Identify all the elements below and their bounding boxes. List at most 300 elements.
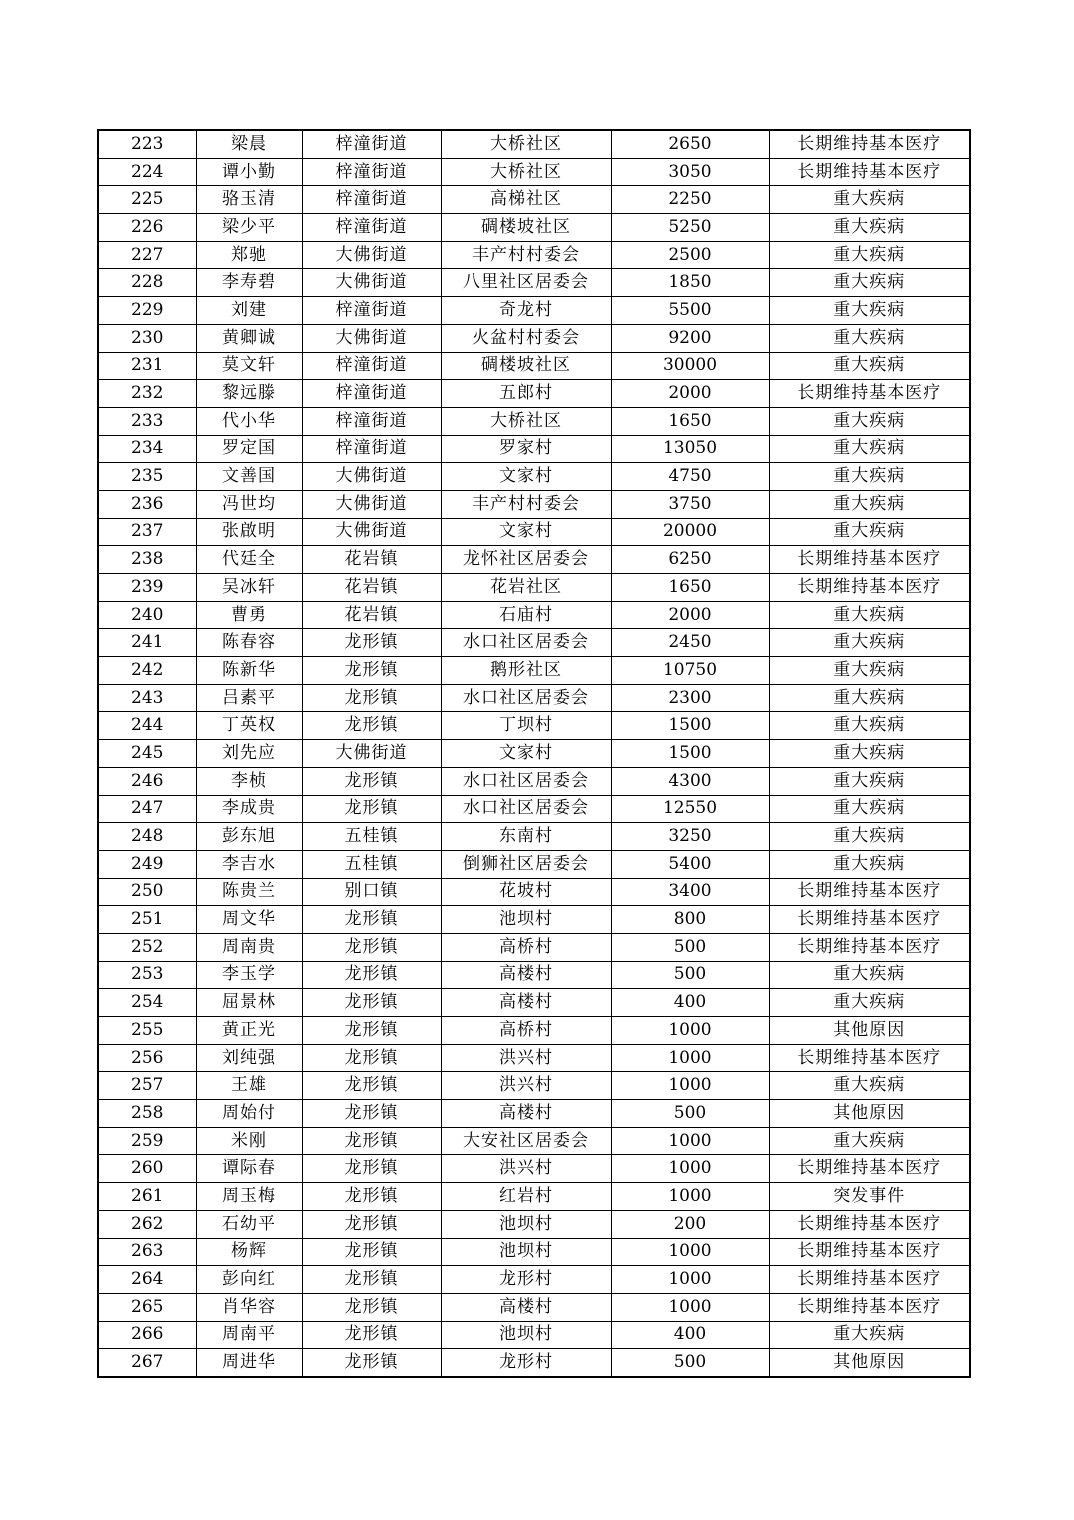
town-cell: 龙形镇: [302, 1017, 441, 1045]
recipient-name: 李成贵: [196, 795, 302, 823]
town-cell: 花岩镇: [302, 601, 441, 629]
row-number: 234: [98, 435, 196, 463]
table-row: [98, 241, 970, 269]
recipient-name: 杨辉: [196, 1238, 302, 1266]
reason-cell: 重大疾病: [769, 1127, 970, 1155]
town-cell: 龙形镇: [302, 684, 441, 712]
row-number: 224: [98, 158, 196, 186]
recipient-name: 陈贵兰: [196, 878, 302, 906]
row-number: 256: [98, 1044, 196, 1072]
amount-cell: 30000: [611, 352, 769, 380]
reason-cell: 重大疾病: [769, 241, 970, 269]
table-row: [98, 740, 970, 768]
recipient-name: 王雄: [196, 1072, 302, 1100]
amount-cell: 20000: [611, 518, 769, 546]
row-number: 263: [98, 1238, 196, 1266]
amount-cell: 400: [611, 989, 769, 1017]
assistance-table: [97, 129, 971, 1378]
town-cell: 龙形镇: [302, 1072, 441, 1100]
reason-cell: 突发事件: [769, 1183, 970, 1211]
row-number: 232: [98, 380, 196, 408]
table-row: [98, 352, 970, 380]
recipient-name: 莫文轩: [196, 352, 302, 380]
village-cell: 碉楼坡社区: [441, 214, 611, 242]
village-cell: 石庙村: [441, 601, 611, 629]
town-cell: 龙形镇: [302, 1321, 441, 1349]
row-number: 261: [98, 1183, 196, 1211]
recipient-name: 代廷全: [196, 546, 302, 574]
amount-cell: 3250: [611, 823, 769, 851]
reason-cell: 长期维持基本医疗: [769, 1238, 970, 1266]
reason-cell: 重大疾病: [769, 297, 970, 325]
reason-cell: 长期维持基本医疗: [769, 1155, 970, 1183]
reason-cell: 重大疾病: [769, 1321, 970, 1349]
town-cell: 梓潼街道: [302, 435, 441, 463]
town-cell: 龙形镇: [302, 795, 441, 823]
row-number: 236: [98, 490, 196, 518]
village-cell: 高楼村: [441, 989, 611, 1017]
village-cell: 高楼村: [441, 1100, 611, 1128]
amount-cell: 13050: [611, 435, 769, 463]
recipient-name: 梁晨: [196, 130, 302, 158]
reason-cell: 重大疾病: [769, 352, 970, 380]
table-row: [98, 961, 970, 989]
village-cell: 水口社区居委会: [441, 684, 611, 712]
row-number: 255: [98, 1017, 196, 1045]
table-row: [98, 989, 970, 1017]
row-number: 243: [98, 684, 196, 712]
reason-cell: 重大疾病: [769, 712, 970, 740]
recipient-name: 李桢: [196, 767, 302, 795]
table-row: [98, 407, 970, 435]
recipient-name: 罗定国: [196, 435, 302, 463]
town-cell: 花岩镇: [302, 574, 441, 602]
recipient-name: 张啟明: [196, 518, 302, 546]
table-row: [98, 1100, 970, 1128]
town-cell: 龙形镇: [302, 961, 441, 989]
table-row: [98, 490, 970, 518]
table-row: [98, 158, 970, 186]
town-cell: 大佛街道: [302, 490, 441, 518]
town-cell: 龙形镇: [302, 1293, 441, 1321]
recipient-name: 陈新华: [196, 657, 302, 685]
village-cell: 高楼村: [441, 961, 611, 989]
town-cell: 龙形镇: [302, 933, 441, 961]
table-row: [98, 324, 970, 352]
town-cell: 别口镇: [302, 878, 441, 906]
table-row: [98, 269, 970, 297]
amount-cell: 500: [611, 933, 769, 961]
town-cell: 五桂镇: [302, 850, 441, 878]
amount-cell: 9200: [611, 324, 769, 352]
reason-cell: 重大疾病: [769, 795, 970, 823]
village-cell: 碉楼坡社区: [441, 352, 611, 380]
amount-cell: 2000: [611, 380, 769, 408]
village-cell: 洪兴村: [441, 1072, 611, 1100]
amount-cell: 500: [611, 1100, 769, 1128]
row-number: 240: [98, 601, 196, 629]
village-cell: 高桥村: [441, 1017, 611, 1045]
village-cell: 花坡村: [441, 878, 611, 906]
amount-cell: 2300: [611, 684, 769, 712]
reason-cell: 重大疾病: [769, 657, 970, 685]
village-cell: 水口社区居委会: [441, 629, 611, 657]
town-cell: 梓潼街道: [302, 297, 441, 325]
table-row: [98, 130, 970, 158]
village-cell: 东南村: [441, 823, 611, 851]
reason-cell: 重大疾病: [769, 740, 970, 768]
village-cell: 大桥社区: [441, 158, 611, 186]
row-number: 267: [98, 1349, 196, 1377]
recipient-name: 丁英权: [196, 712, 302, 740]
row-number: 229: [98, 297, 196, 325]
reason-cell: 重大疾病: [769, 823, 970, 851]
row-number: 245: [98, 740, 196, 768]
table-row: [98, 297, 970, 325]
row-number: 253: [98, 961, 196, 989]
amount-cell: 2000: [611, 601, 769, 629]
amount-cell: 5400: [611, 850, 769, 878]
amount-cell: 1000: [611, 1155, 769, 1183]
table-row: [98, 1017, 970, 1045]
recipient-name: 黄卿诚: [196, 324, 302, 352]
village-cell: 奇龙村: [441, 297, 611, 325]
amount-cell: 500: [611, 1349, 769, 1377]
amount-cell: 2250: [611, 186, 769, 214]
reason-cell: 重大疾病: [769, 407, 970, 435]
recipient-name: 李玉学: [196, 961, 302, 989]
reason-cell: 长期维持基本医疗: [769, 878, 970, 906]
table-row: [98, 518, 970, 546]
reason-cell: 长期维持基本医疗: [769, 158, 970, 186]
row-number: 242: [98, 657, 196, 685]
table-row: [98, 684, 970, 712]
town-cell: 大佛街道: [302, 740, 441, 768]
table-row: [98, 1210, 970, 1238]
recipient-name: 骆玉清: [196, 186, 302, 214]
village-cell: 丰产村村委会: [441, 241, 611, 269]
reason-cell: 重大疾病: [769, 767, 970, 795]
table-row: [98, 767, 970, 795]
row-number: 262: [98, 1210, 196, 1238]
row-number: 225: [98, 186, 196, 214]
village-cell: 八里社区居委会: [441, 269, 611, 297]
reason-cell: 长期维持基本医疗: [769, 574, 970, 602]
village-cell: 倒狮社区居委会: [441, 850, 611, 878]
reason-cell: 重大疾病: [769, 186, 970, 214]
amount-cell: 12550: [611, 795, 769, 823]
village-cell: 文家村: [441, 740, 611, 768]
town-cell: 大佛街道: [302, 241, 441, 269]
amount-cell: 1500: [611, 712, 769, 740]
village-cell: 水口社区居委会: [441, 795, 611, 823]
town-cell: 梓潼街道: [302, 186, 441, 214]
town-cell: 龙形镇: [302, 1100, 441, 1128]
table-row: [98, 712, 970, 740]
town-cell: 龙形镇: [302, 712, 441, 740]
row-number: 248: [98, 823, 196, 851]
amount-cell: 1650: [611, 407, 769, 435]
recipient-name: 陈春容: [196, 629, 302, 657]
recipient-name: 梁少平: [196, 214, 302, 242]
table-row: [98, 850, 970, 878]
row-number: 244: [98, 712, 196, 740]
recipient-name: 刘先应: [196, 740, 302, 768]
amount-cell: 3750: [611, 490, 769, 518]
reason-cell: 长期维持基本医疗: [769, 1266, 970, 1294]
row-number: 259: [98, 1127, 196, 1155]
village-cell: 大安社区居委会: [441, 1127, 611, 1155]
row-number: 258: [98, 1100, 196, 1128]
table-row: [98, 823, 970, 851]
recipient-name: 周南贵: [196, 933, 302, 961]
table-row: [98, 1238, 970, 1266]
row-number: 238: [98, 546, 196, 574]
town-cell: 五桂镇: [302, 823, 441, 851]
row-number: 254: [98, 989, 196, 1017]
recipient-name: 石幼平: [196, 1210, 302, 1238]
reason-cell: 重大疾病: [769, 214, 970, 242]
recipient-name: 周玉梅: [196, 1183, 302, 1211]
row-number: 251: [98, 906, 196, 934]
table-row: [98, 1293, 970, 1321]
amount-cell: 2650: [611, 130, 769, 158]
recipient-name: 黄正光: [196, 1017, 302, 1045]
recipient-name: 郑驰: [196, 241, 302, 269]
row-number: 250: [98, 878, 196, 906]
amount-cell: 6250: [611, 546, 769, 574]
recipient-name: 周南平: [196, 1321, 302, 1349]
recipient-name: 谭小勤: [196, 158, 302, 186]
reason-cell: 重大疾病: [769, 684, 970, 712]
amount-cell: 400: [611, 1321, 769, 1349]
table-row: [98, 214, 970, 242]
reason-cell: 重大疾病: [769, 629, 970, 657]
village-cell: 池坝村: [441, 1210, 611, 1238]
village-cell: 龙形村: [441, 1266, 611, 1294]
table-row: [98, 1155, 970, 1183]
amount-cell: 1000: [611, 1266, 769, 1294]
table-row: [98, 1183, 970, 1211]
village-cell: 高梯社区: [441, 186, 611, 214]
reason-cell: 长期维持基本医疗: [769, 546, 970, 574]
amount-cell: 1000: [611, 1044, 769, 1072]
village-cell: 火盆村村委会: [441, 324, 611, 352]
village-cell: 水口社区居委会: [441, 767, 611, 795]
reason-cell: 重大疾病: [769, 961, 970, 989]
village-cell: 花岩社区: [441, 574, 611, 602]
village-cell: 文家村: [441, 518, 611, 546]
village-cell: 鹅形社区: [441, 657, 611, 685]
row-number: 265: [98, 1293, 196, 1321]
row-number: 239: [98, 574, 196, 602]
amount-cell: 1000: [611, 1238, 769, 1266]
town-cell: 龙形镇: [302, 657, 441, 685]
row-number: 223: [98, 130, 196, 158]
amount-cell: 3400: [611, 878, 769, 906]
town-cell: 大佛街道: [302, 518, 441, 546]
town-cell: 花岩镇: [302, 546, 441, 574]
row-number: 264: [98, 1266, 196, 1294]
table-row: [98, 1349, 970, 1377]
amount-cell: 5250: [611, 214, 769, 242]
row-number: 235: [98, 463, 196, 491]
reason-cell: 长期维持基本医疗: [769, 1293, 970, 1321]
reason-cell: 其他原因: [769, 1017, 970, 1045]
town-cell: 龙形镇: [302, 1210, 441, 1238]
amount-cell: 1850: [611, 269, 769, 297]
reason-cell: 重大疾病: [769, 490, 970, 518]
table-row: [98, 1127, 970, 1155]
reason-cell: 重大疾病: [769, 989, 970, 1017]
table-row: [98, 463, 970, 491]
recipient-name: 文善国: [196, 463, 302, 491]
amount-cell: 1500: [611, 740, 769, 768]
table-row: [98, 906, 970, 934]
village-cell: 池坝村: [441, 1321, 611, 1349]
recipient-name: 冯世均: [196, 490, 302, 518]
village-cell: 龙怀社区居委会: [441, 546, 611, 574]
town-cell: 龙形镇: [302, 767, 441, 795]
row-number: 233: [98, 407, 196, 435]
reason-cell: 长期维持基本医疗: [769, 380, 970, 408]
town-cell: 龙形镇: [302, 1238, 441, 1266]
town-cell: 大佛街道: [302, 269, 441, 297]
recipient-name: 李寿碧: [196, 269, 302, 297]
recipient-name: 吕素平: [196, 684, 302, 712]
table-row: [98, 1044, 970, 1072]
town-cell: 龙形镇: [302, 1127, 441, 1155]
amount-cell: 2450: [611, 629, 769, 657]
amount-cell: 500: [611, 961, 769, 989]
reason-cell: 重大疾病: [769, 324, 970, 352]
reason-cell: 长期维持基本医疗: [769, 906, 970, 934]
row-number: 241: [98, 629, 196, 657]
amount-cell: 2500: [611, 241, 769, 269]
town-cell: 梓潼街道: [302, 352, 441, 380]
reason-cell: 重大疾病: [769, 269, 970, 297]
row-number: 252: [98, 933, 196, 961]
row-number: 226: [98, 214, 196, 242]
town-cell: 梓潼街道: [302, 214, 441, 242]
village-cell: 大桥社区: [441, 130, 611, 158]
recipient-name: 米刚: [196, 1127, 302, 1155]
recipient-name: 谭际春: [196, 1155, 302, 1183]
table-row: [98, 380, 970, 408]
village-cell: 大桥社区: [441, 407, 611, 435]
amount-cell: 4300: [611, 767, 769, 795]
recipient-name: 屈景林: [196, 989, 302, 1017]
table-row: [98, 1266, 970, 1294]
amount-cell: 200: [611, 1210, 769, 1238]
town-cell: 龙形镇: [302, 1183, 441, 1211]
row-number: 227: [98, 241, 196, 269]
table-body: [98, 130, 970, 1377]
row-number: 246: [98, 767, 196, 795]
amount-cell: 3050: [611, 158, 769, 186]
reason-cell: 重大疾病: [769, 601, 970, 629]
village-cell: 文家村: [441, 463, 611, 491]
amount-cell: 1650: [611, 574, 769, 602]
village-cell: 洪兴村: [441, 1155, 611, 1183]
table-row: [98, 546, 970, 574]
village-cell: 洪兴村: [441, 1044, 611, 1072]
village-cell: 丰产村村委会: [441, 490, 611, 518]
town-cell: 梓潼街道: [302, 130, 441, 158]
table-row: [98, 186, 970, 214]
town-cell: 梓潼街道: [302, 380, 441, 408]
recipient-name: 刘建: [196, 297, 302, 325]
village-cell: 丁坝村: [441, 712, 611, 740]
village-cell: 罗家村: [441, 435, 611, 463]
reason-cell: 长期维持基本医疗: [769, 1210, 970, 1238]
recipient-name: 黎远滕: [196, 380, 302, 408]
town-cell: 龙形镇: [302, 1349, 441, 1377]
amount-cell: 5500: [611, 297, 769, 325]
reason-cell: 其他原因: [769, 1349, 970, 1377]
row-number: 228: [98, 269, 196, 297]
amount-cell: 800: [611, 906, 769, 934]
village-cell: 池坝村: [441, 906, 611, 934]
amount-cell: 4750: [611, 463, 769, 491]
town-cell: 龙形镇: [302, 1044, 441, 1072]
amount-cell: 1000: [611, 1183, 769, 1211]
village-cell: 五郎村: [441, 380, 611, 408]
amount-cell: 1000: [611, 1293, 769, 1321]
table-row: [98, 933, 970, 961]
table-row: [98, 1321, 970, 1349]
table-row: [98, 601, 970, 629]
village-cell: 高桥村: [441, 933, 611, 961]
village-cell: 高楼村: [441, 1293, 611, 1321]
amount-cell: 10750: [611, 657, 769, 685]
row-number: 237: [98, 518, 196, 546]
recipient-name: 彭东旭: [196, 823, 302, 851]
reason-cell: 重大疾病: [769, 1072, 970, 1100]
village-cell: 池坝村: [441, 1238, 611, 1266]
table-row: [98, 1072, 970, 1100]
row-number: 260: [98, 1155, 196, 1183]
row-number: 230: [98, 324, 196, 352]
village-cell: 红岩村: [441, 1183, 611, 1211]
reason-cell: 长期维持基本医疗: [769, 1044, 970, 1072]
recipient-name: 肖华容: [196, 1293, 302, 1321]
reason-cell: 重大疾病: [769, 463, 970, 491]
reason-cell: 重大疾病: [769, 518, 970, 546]
reason-cell: 重大疾病: [769, 435, 970, 463]
town-cell: 龙形镇: [302, 989, 441, 1017]
recipient-name: 曹勇: [196, 601, 302, 629]
recipient-name: 李吉水: [196, 850, 302, 878]
town-cell: 梓潼街道: [302, 407, 441, 435]
table-row: [98, 435, 970, 463]
table-row: [98, 574, 970, 602]
recipient-name: 刘纯强: [196, 1044, 302, 1072]
town-cell: 龙形镇: [302, 629, 441, 657]
town-cell: 大佛街道: [302, 324, 441, 352]
town-cell: 梓潼街道: [302, 158, 441, 186]
row-number: 249: [98, 850, 196, 878]
town-cell: 大佛街道: [302, 463, 441, 491]
recipient-name: 彭向红: [196, 1266, 302, 1294]
amount-cell: 1000: [611, 1017, 769, 1045]
row-number: 247: [98, 795, 196, 823]
village-cell: 龙形村: [441, 1349, 611, 1377]
reason-cell: 其他原因: [769, 1100, 970, 1128]
amount-cell: 1000: [611, 1072, 769, 1100]
recipient-name: 周文华: [196, 906, 302, 934]
row-number: 266: [98, 1321, 196, 1349]
